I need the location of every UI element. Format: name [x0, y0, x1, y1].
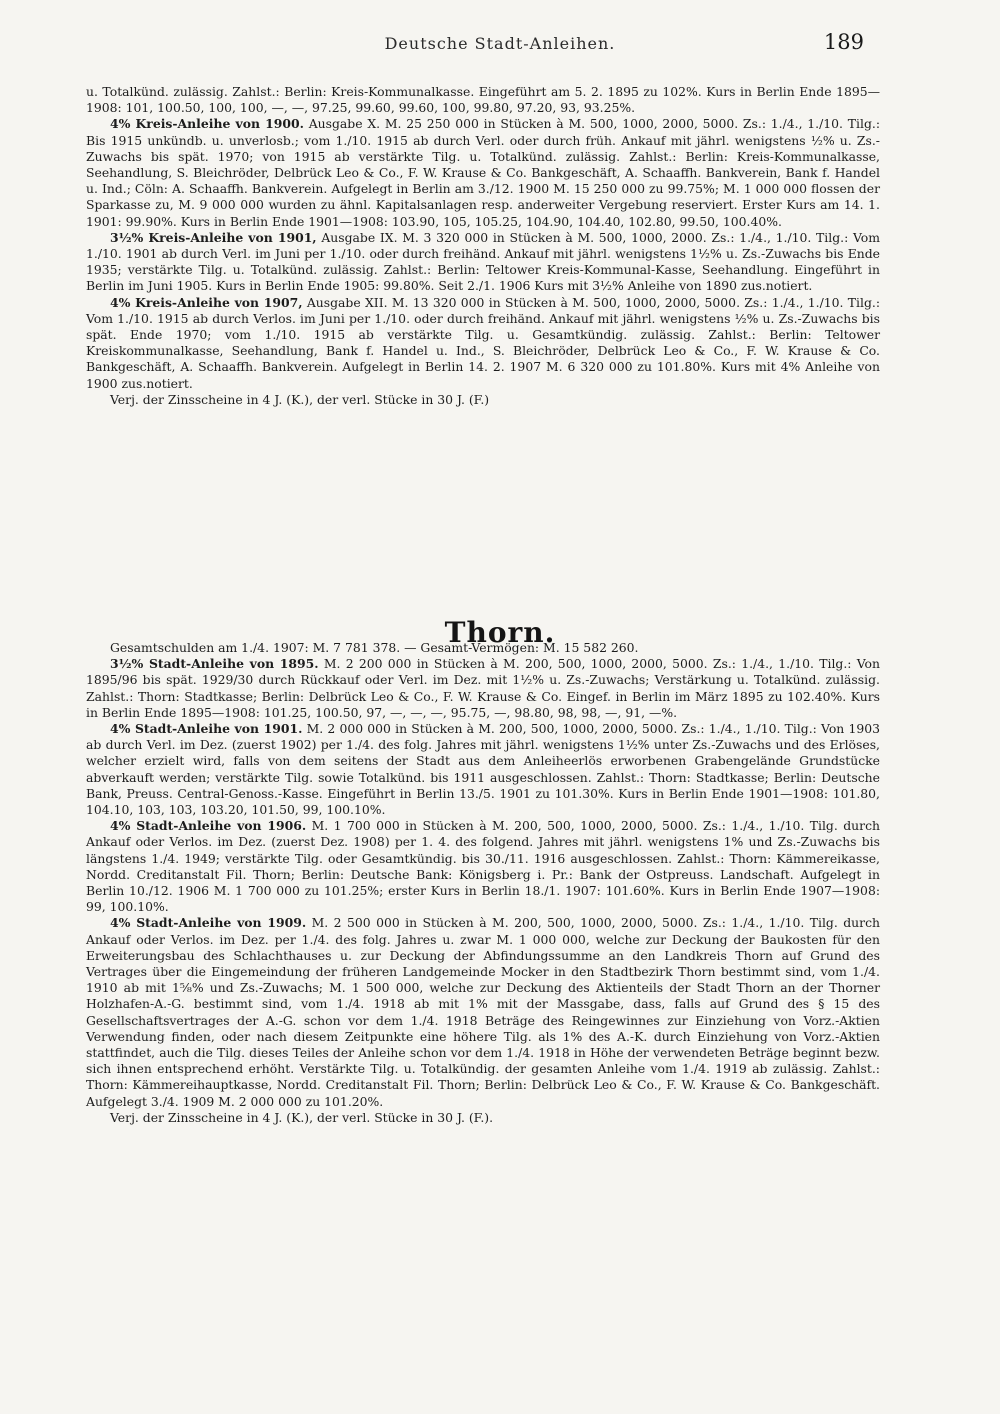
section-thorn — [86, 640, 880, 1126]
section-kreis-anleihen — [86, 84, 880, 408]
entry-heading: 4% Kreis-Anleihe von 1900. — [110, 116, 304, 132]
page-number: 189 — [823, 30, 864, 54]
entry-heading: 3½% Kreis-Anleihe von 1901, — [110, 229, 317, 245]
paragraph-intro: u. Totalkünd. zulässig. Zahlst.: Berlin: Kreis-Kommunalkasse. Eingeführt am 5. 2. 1895 zu 102%. Kurs in Berlin Ende 1895—1908: 101, 100.50, 100, 100, —, —, 97.25, 99.60, 99.60, 100, 99.80, 97.20, 93, 93.25%. — [86, 84, 880, 116]
paragraph-verjaehrung: Verj. der Zinsscheine in 4 J. (K.), der verl. Stücke in 30 J. (F.). — [110, 1109, 494, 1125]
running-title: Deutsche Stadt-Anleihen. — [384, 34, 616, 53]
paragraph-kreis-anleihe-1901 — [86, 230, 880, 295]
entry-heading: 4% Stadt-Anleihe von 1901. — [110, 721, 303, 737]
entry-body: Ausgabe X. M. 25 250 000 in Stücken à M. 500, 1000, 2000, 5000. Zs.: 1./4., 1./10. Tilg.: Bis 1915 unkündb. u. unverlosb.; vom 1./10. 1915 ab durch Verl. oder durch früh. Ankauf mit jährl. wenigstens ½% u. Zs.-Zuwachs bis spät. 1970; von 1915 ab verstärkte Tilg. u. Totalkünd. zulässig. Zahlst.: Berlin: Kreis-Kommunalkasse, Seehandlung, S. Bleichröder, Delbrück Leo & Co., F. W. Krause & Co. Bankgeschäft, A. Schaaffh. Bankverein, Bank f. Handel u. Ind.; Cöln: A. Schaaffh. Bankverein. Aufgelegt in Berlin am 3./12. 1900 M. 15 250 000 zu 99.75%; M. 1 000 000 flossen der Sparkasse zu, M. 9 000 000 wurden zu ähnl. Kapitalsanlagen resp. anderweiter Vergebung reserviert. Erster Kurs am 14. 1. 1901: 99.90%. Kurs in Berlin Ende 1901—1908: 103.90, 105, 105.25, 104.90, 104.40, 102.80, 99.50, 100.40%. — [86, 116, 880, 229]
paragraph-summary: Gesamtschulden am 1./4. 1907: M. 7 781 378. — Gesamt-Vermögen: M. 15 582 260. — [110, 640, 639, 655]
entry-body: Ausgabe XII. M. 13 320 000 in Stücken à M. 500, 1000, 2000, 5000. Zs.: 1./4., 1./10. Tilg.: Vom 1./10. 1915 ab durch Verlos. im Juni per 1./10. oder durch freihänd. Ankauf mit jährl. wenigstens ½% u. Zs.-Zuwachs bis spät. Ende 1970; vom 1./10. 1915 ab verstärkte Tilg. u. Gesamtkündig. zulässig. Zahlst.: Berlin: Teltower Kreiskommunalkasse, Seehandlung, Bank f. Handel u. Ind., S. Bleichröder, Delbrück Leo & Co., F. W. Krause & Co. Bankgeschäft, A. Schaaffh. Bankverein. Aufgelegt in Berlin 14. 2. 1907 M. 6 320 000 zu 101.80%. Kurs mit 4% Anleihe von 1900 zus.notiert. — [86, 294, 880, 391]
entry-body: M. 1 700 000 in Stücken à M. 200, 500, 1000, 2000, 5000. Zs.: 1./4., 1./10. Tilg. durch Ankauf oder Verlos. im Dez. (zuerst Dez. 1908) per 1. 4. des folgend. Jahres mit jährl. wenigstens 1% und Zs.-Zuwachs bis längstens 1./4. 1949; verstärkte Tilg. oder Gesamtkündig. bis 30./11. 1916 ausgeschlossen. Zahlst.: Thorn: Kämmereikasse, Nordd. Creditanstalt Fil. Thorn; Berlin: Deutsche Bank: Königsberg i. Pr.: Bank der Ostpreuss. Landschaft. Aufgelegt in Berlin 10./12. 1906 M. 1 700 000 zu 101.25%; erster Kurs in Berlin 18./1. 1907: 101.60%. Kurs in Berlin Ende 1907—1908: 99, 100.10%. — [86, 818, 880, 915]
entry-heading: 4% Stadt-Anleihe von 1909. — [110, 915, 307, 931]
paragraph-kreis-anleihe-1900 — [86, 116, 880, 229]
paragraph-stadt-anleihe-1901 — [86, 721, 880, 818]
section-title-thorn: Thorn. — [444, 616, 556, 649]
paragraph-stadt-anleihe-1895 — [86, 656, 880, 721]
entry-heading: 4% Kreis-Anleihe von 1907, — [110, 294, 303, 310]
paragraph-kreis-anleihe-1907 — [86, 295, 880, 392]
entry-body: Ausgabe IX. M. 3 320 000 in Stücken à M. 500, 1000, 2000. Zs.: 1./4., 1./10. Tilg.: Vom 1./10. 1901 ab durch Verl. im Juni per 1./10. oder durch freihänd. Ankauf mit jährl. wenigstens 1½% u. Zs.-Zuwachs bis Ende 1935; verstärkte Tilg. u. Totalkünd. zulässig. Zahlst.: Berlin: Teltower Kreis-Kommunal-Kasse, Seehandlung. Eingeführt in Berlin im Juni 1905. Kurs in Berlin Ende 1905: 99.80%. Seit 2./1. 1906 Kurs mit 3½% Anleihe von 1890 zus.notiert. — [86, 229, 880, 294]
entry-body: M. 2 200 000 in Stücken à M. 200, 500, 1000, 2000, 5000. Zs.: 1./4., 1./10. Tilg.: Von 1895/96 bis spät. 1929/30 durch Rückkauf oder Verl. im Dez. mit 1½% u. Zs.-Zuwachs; Verstärkung u. Totalkünd. zulässig. Zahlst.: Thorn: Stadtkasse; Berlin: Delbrück Leo & Co., F. W. Krause & Co. Eingef. in Berlin im März 1895 zu 102.40%. Kurs in Berlin Ende 1895—1908: 101.25, 100.50, 97, —, —, —, 95.75, —, 98.80, 98, 98, —, 91, —%. — [86, 656, 880, 720]
entry-heading: 3½% Stadt-Anleihe von 1895. — [110, 656, 319, 672]
paragraph-stadt-anleihe-1909 — [86, 915, 880, 1109]
paragraph-verjaehrung: Verj. der Zinsscheine in 4 J. (K.), der verl. Stücke in 30 J. (F.) — [110, 391, 490, 407]
running-header — [0, 30, 1000, 58]
entry-body: M. 2 500 000 in Stücken à M. 200, 500, 1000, 2000, 5000. Zs.: 1./4., 1./10. Tilg. durch Ankauf oder Verlos. im Dez. per 1./4. des folg. Jahres u. zwar M. 1 000 000, welche zur Deckung der Baukosten für den Erweiterungsbau des Schlachthauses u. zur Deckung der Abfindungssumme an den Landkreis Thorn auf Grund des Vertrages über die Eingemeindung der früheren Landgemeinde Mocker in den Stadtbezirk Thorn bestimmt sind, vom 1./4. 1910 ab mit 1⅝% und Zs.-Zuwachs; M. 1 500 000, welche zur Deckung des Aktienteils der Stadt Thorn an der Thorner Holzhafen-A.-G. bestimmt sind, vom 1./4. 1918 ab mit 1% mit der Massgabe, dass, falls auf Grund des § 15 des Gesellschaftsvertrages der A.-G. schon vor dem 1./4. 1918 Beträge des Reingewinnes zur Einziehung von Vorz.-Aktien Verwendung finden, oder nach diesem Zeitpunkte eine höhere Tilg. als 1% des A.-K. durch Einziehung von Vorz.-Aktien stattfindet, auch die Tilg. dieses Teiles der Anleihe schon vor dem 1./4. 1918 in Höhe der verwendeten Beträge beginnt bezw. sich ihnen entsprechend erhöht. Verstärkte Tilg. u. Totalkündig. der gesamten Anleihe vom 1./4. 1919 ab zulässig. Zahlst.: Thorn: Kämmereihauptkasse, Nordd. Creditanstalt Fil. Thorn; Berlin: Delbrück Leo & Co., F. W. Krause & Co. Bankgeschäft. Aufgelegt 3./4. 1909 M. 2 000 000 zu 101.20%. — [86, 915, 880, 1109]
entry-heading: 4% Stadt-Anleihe von 1906. — [110, 818, 307, 834]
entry-body: M. 2 000 000 in Stücken à M. 200, 500, 1000, 2000, 5000. Zs.: 1./4., 1./10. Tilg.: Von 1903 ab durch Verl. im Dez. (zuerst 1902) per 1./4. des folg. Jahres mit jährl. wenigstens 1½% unter Zs.-Zuwachs und des Erlöses, welcher erzielt wird, falls von dem seitens der Stadt aus dem Anleiheerlös erworbenen Grabengelände Grundstücke abverkauft werden; verstärkte Tilg. sowie Totalkünd. bis 1911 ausgeschlossen. Zahlst.: Thorn: Stadtkasse; Berlin: Deutsche Bank, Preuss. Central-Genoss.-Kasse. Eingeführt in Berlin 13./5. 1901 zu 101.30%. Kurs in Berlin Ende 1901—1908: 101.80, 104.10, 103, 103, 103.20, 101.50, 99, 100.10%. — [86, 721, 880, 818]
paragraph-stadt-anleihe-1906 — [86, 818, 880, 915]
